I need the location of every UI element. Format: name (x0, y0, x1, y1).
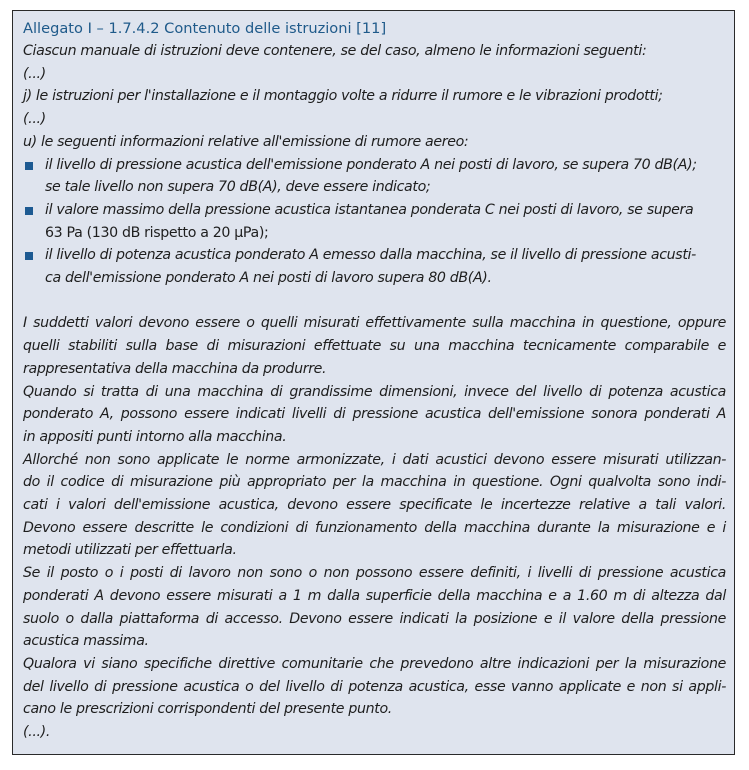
bullet-line: il livello di pressione acustica dell'emissione ponderato A nei posti di lavoro, se supera 70 dB(A); (45, 156, 697, 173)
paragraph-line: ponderato A, possono essere indicati livelli di pressione acustica dell'emissione sonora ponderati A (23, 406, 726, 423)
paragraph-line: ponderati A devono essere misurati a 1 m dalla superficie della macchina e a 1.60 m di altezza dal (23, 587, 726, 604)
square-bullet-icon (25, 162, 33, 170)
paragraph-line: Devono essere descritte le condizioni di funzionamento della macchina durante la misurazione e i (23, 519, 726, 536)
closing-ellipsis: (...). (23, 724, 51, 741)
bullet-line: se tale livello non supera 70 dB(A), deve essere indicato; (45, 179, 431, 196)
section-title: Allegato I – 1.7.4.2 Contenuto delle istruzioni [11] (23, 20, 387, 37)
paragraph (23, 517, 724, 562)
paragraph-line: I suddetti valori devono essere o quelli misurati effettivamente sulla macchina in questione, oppure (23, 315, 726, 332)
bullet-item (23, 244, 724, 289)
paragraph-line: acustica massima. (23, 633, 149, 650)
spacer (23, 290, 724, 313)
bullet-line: 63 Pa (130 dB rispetto a 20 µPa); (45, 224, 269, 241)
paragraph-line: Se il posto o i posti di lavoro non sono o non possono essere definiti, i livelli di pressione acustica (23, 565, 726, 582)
intro-text: Ciascun manuale di istruzioni deve contenere, se del caso, almeno le informazioni seguenti: (23, 43, 647, 59)
paragraph-line: del livello di pressione acustica o del livello di potenza acustica, esse vanno applicate e non si appli- (23, 678, 726, 695)
paragraph-line: quelli stabiliti sulla base di misurazioni effettuate su una macchina tecnicamente comparabile e (23, 338, 726, 355)
paragraph-line: Qualora vi siano specifiche direttive comunitarie che prevedono altre indicazioni per la misurazione (23, 655, 726, 672)
paragraph (23, 312, 724, 380)
item-j: j) le istruzioni per l'installazione e il montaggio volte a ridurre il rumore e le vibrazioni prodotti; (23, 88, 663, 105)
bullet-item (23, 154, 724, 199)
item-u: u) le seguenti informazioni relative all'emissione di rumore aereo: (23, 133, 469, 150)
paragraph-line: Quando si tratta di una macchina di grandissime dimensioni, invece del livello di potenza acustica (23, 383, 726, 400)
paragraph (23, 381, 724, 449)
bullet-line: il valore massimo della pressione acustica istantanea ponderata C nei posti di lavoro, se supera (45, 201, 694, 218)
annex-excerpt-box (12, 10, 735, 755)
ellipsis: (...) (23, 111, 46, 128)
paragraph (23, 653, 724, 721)
square-bullet-icon (25, 252, 33, 260)
paragraph (23, 562, 724, 653)
paragraph-line: cano le prescrizioni corrispondenti del presente punto. (23, 701, 392, 718)
paragraph-line: in appositi punti intorno alla macchina. (23, 428, 287, 445)
bullet-item (23, 199, 724, 244)
ellipsis: (...) (23, 65, 46, 82)
paragraph (23, 449, 724, 517)
paragraph-line: metodi utilizzati per effettuarla. (23, 542, 237, 559)
paragraph-line: Allorché non sono applicate le norme armonizzate, i dati acustici devono essere misurati utilizzan- (23, 451, 726, 468)
square-bullet-icon (25, 207, 33, 215)
bullet-line: il livello di potenza acustica ponderato A emesso dalla macchina, se il livello di pressione acusti- (45, 247, 696, 264)
paragraph-line: suolo o dalla piattaforma di accesso. Devono essere indicati la posizione e il valore della pressione (23, 610, 726, 627)
paragraph-line: rappresentativa della macchina da produrre. (23, 360, 327, 377)
bullet-line: ca dell'emissione ponderato A nei posti di lavoro supera 80 dB(A). (45, 270, 492, 287)
paragraph-line: cati i valori dell'emissione acustica, devono essere specificate le incertezze relative a tali valori. (23, 497, 726, 514)
paragraph-line: do il codice di misurazione più appropriato per la macchina in questione. Ogni qualvolta sono indi- (23, 474, 726, 491)
